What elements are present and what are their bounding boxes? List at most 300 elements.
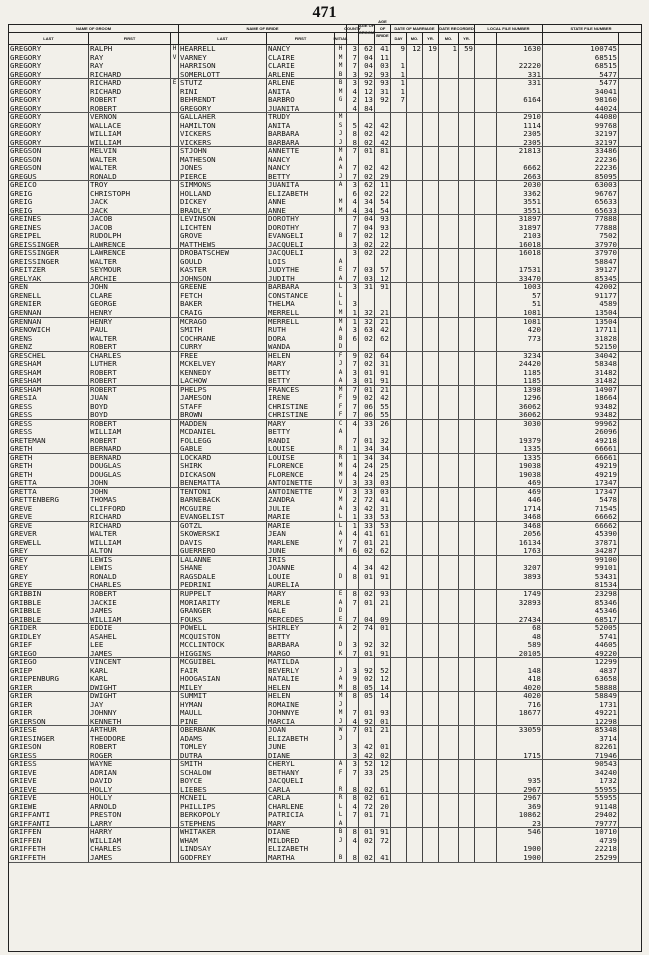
marriage-day bbox=[391, 658, 407, 667]
state-file-number: 5478 bbox=[543, 496, 619, 505]
bride-initial: M bbox=[335, 147, 347, 156]
local-file-number: 469 bbox=[497, 488, 543, 497]
marriage-year bbox=[423, 752, 439, 760]
bride-initial: F bbox=[335, 394, 347, 403]
bride-initial bbox=[335, 556, 347, 565]
groom-last: GRIEF bbox=[9, 641, 89, 650]
bride-first: THELMA bbox=[267, 300, 335, 309]
groom-first: JAMES bbox=[89, 650, 171, 658]
groom-first: ROBERT bbox=[89, 590, 171, 599]
groom-age: 02 bbox=[359, 130, 375, 139]
row-mark bbox=[619, 530, 623, 539]
bride-last: STJOHN bbox=[179, 147, 267, 156]
groom-first: CHARLES bbox=[89, 352, 171, 361]
recorded-year bbox=[459, 386, 475, 395]
marriage-year bbox=[423, 377, 439, 385]
state-file-number: 85346 bbox=[543, 599, 619, 608]
marriage-month bbox=[407, 309, 423, 317]
bride-initial: E bbox=[335, 266, 347, 275]
bride-initial: B bbox=[335, 232, 347, 241]
groom-first: WALTER bbox=[89, 335, 171, 344]
groom-first: RICHARD bbox=[89, 71, 171, 79]
bride-initial bbox=[335, 249, 347, 258]
county-code: 6 bbox=[347, 190, 359, 199]
groom-first: DWIGHT bbox=[89, 684, 171, 692]
bride-age: 12 bbox=[375, 275, 391, 283]
bride-first: CHRISTINE bbox=[267, 411, 335, 419]
row-mark bbox=[619, 658, 623, 667]
groom-initial bbox=[171, 62, 179, 71]
marriage-month bbox=[407, 658, 423, 667]
marriage-month bbox=[407, 420, 423, 429]
bride-first: BETTY bbox=[267, 377, 335, 385]
county-code: 8 bbox=[347, 590, 359, 599]
marriage-month bbox=[407, 599, 423, 608]
groom-last: GRETTA bbox=[9, 488, 89, 497]
bride-age bbox=[375, 820, 391, 828]
marriage-year bbox=[423, 658, 439, 667]
row-mark bbox=[619, 122, 623, 131]
groom-initial bbox=[171, 513, 179, 521]
state-file-number: 26096 bbox=[543, 428, 619, 437]
marriage-year bbox=[423, 88, 439, 97]
bride-initial: M bbox=[335, 113, 347, 122]
bride-initial: M bbox=[335, 462, 347, 471]
bride-first: MARY bbox=[267, 820, 335, 828]
groom-first: RAY bbox=[89, 54, 171, 63]
bride-last: BARNEBACK bbox=[179, 496, 267, 505]
marriage-year bbox=[423, 309, 439, 317]
bride-age: 42 bbox=[375, 564, 391, 573]
groom-age: 01 bbox=[359, 573, 375, 582]
marriage-year bbox=[423, 62, 439, 71]
marriage-day bbox=[391, 105, 407, 113]
groom-initial bbox=[171, 752, 179, 760]
recorded-year bbox=[459, 173, 475, 181]
groom-last: GRIEWE bbox=[9, 803, 89, 812]
bride-last: LICHTEN bbox=[179, 224, 267, 233]
marriage-year bbox=[423, 556, 439, 565]
header-groom-first: FIRST bbox=[89, 33, 171, 44]
marriage-day bbox=[391, 718, 407, 726]
state-file-number: 4739 bbox=[543, 837, 619, 846]
local-file-number: 31897 bbox=[497, 224, 543, 233]
local-file-number: 10862 bbox=[497, 811, 543, 820]
marriage-day bbox=[391, 369, 407, 378]
local-file-number: 20105 bbox=[497, 650, 543, 658]
recorded-year bbox=[459, 633, 475, 642]
state-file-number: 49219 bbox=[543, 471, 619, 480]
marriage-month bbox=[407, 88, 423, 97]
marriage-year bbox=[423, 326, 439, 335]
groom-age: 02 bbox=[359, 173, 375, 181]
local-file-number: 27434 bbox=[497, 616, 543, 624]
groom-age: 02 bbox=[359, 249, 375, 258]
county-code: 8 bbox=[347, 786, 359, 794]
record-row bbox=[9, 854, 641, 863]
bride-first: NANCY bbox=[267, 156, 335, 165]
state-file-number: 66661 bbox=[543, 445, 619, 453]
groom-initial bbox=[171, 462, 179, 471]
local-county bbox=[475, 811, 497, 820]
state-file-number: 68515 bbox=[543, 54, 619, 63]
groom-initial bbox=[171, 471, 179, 480]
groom-first: WILLIAM bbox=[89, 837, 171, 846]
row-mark bbox=[619, 684, 623, 692]
marriage-year bbox=[423, 505, 439, 514]
groom-first: RONALD bbox=[89, 573, 171, 582]
header-date-of-marriage: DATE OF MARRIAGE bbox=[391, 25, 439, 32]
marriage-day bbox=[391, 207, 407, 215]
recorded-month bbox=[439, 777, 459, 786]
bride-last: VARNEY bbox=[179, 54, 267, 63]
state-file-number: 79777 bbox=[543, 820, 619, 828]
marriage-year bbox=[423, 130, 439, 139]
row-mark bbox=[619, 215, 623, 224]
bride-last: MCCLINTOCK bbox=[179, 641, 267, 650]
groom-initial bbox=[171, 692, 179, 701]
bride-age: 42 bbox=[375, 122, 391, 131]
groom-initial bbox=[171, 369, 179, 378]
bride-last: PIERCE bbox=[179, 173, 267, 181]
local-county bbox=[475, 437, 497, 446]
groom-last: GRELYAK bbox=[9, 275, 89, 283]
marriage-month bbox=[407, 224, 423, 233]
local-file-number: 369 bbox=[497, 803, 543, 812]
groom-first: BERNARD bbox=[89, 445, 171, 453]
row-mark bbox=[619, 300, 623, 309]
marriage-year bbox=[423, 71, 439, 79]
groom-first: RALPH bbox=[89, 45, 171, 54]
marriage-year bbox=[423, 488, 439, 497]
county-code: 7 bbox=[347, 386, 359, 395]
marriage-year bbox=[423, 760, 439, 769]
recorded-year bbox=[459, 692, 475, 701]
groom-age: 02 bbox=[359, 360, 375, 369]
marriage-month bbox=[407, 428, 423, 437]
bride-first: RUTH bbox=[267, 326, 335, 335]
bride-first: EVANGELI bbox=[267, 232, 335, 241]
row-mark bbox=[619, 198, 623, 207]
recorded-year bbox=[459, 581, 475, 589]
bride-last: DROBATSCHEW bbox=[179, 249, 267, 258]
row-mark bbox=[619, 394, 623, 403]
bride-initial: J bbox=[335, 130, 347, 139]
recorded-year bbox=[459, 113, 475, 122]
state-file-number: 37871 bbox=[543, 539, 619, 548]
recorded-year bbox=[459, 752, 475, 760]
marriage-month bbox=[407, 752, 423, 760]
marriage-year bbox=[423, 292, 439, 301]
row-mark bbox=[619, 471, 623, 480]
bride-last: KASTER bbox=[179, 266, 267, 275]
marriage-day bbox=[391, 845, 407, 854]
groom-first: CLARE bbox=[89, 292, 171, 301]
recorded-year bbox=[459, 62, 475, 71]
header-bride-initial: INITIAL bbox=[335, 33, 347, 44]
marriage-month bbox=[407, 249, 423, 258]
local-file-number: 3893 bbox=[497, 573, 543, 582]
bride-last: FOUKS bbox=[179, 616, 267, 624]
groom-last: GRENELL bbox=[9, 292, 89, 301]
groom-initial bbox=[171, 96, 179, 105]
bride-first: BEVERLY bbox=[267, 667, 335, 676]
bride-age: 92 bbox=[375, 96, 391, 105]
groom-initial bbox=[171, 360, 179, 369]
local-file-number: 1900 bbox=[497, 854, 543, 862]
state-file-number: 53431 bbox=[543, 573, 619, 582]
groom-first: JAY bbox=[89, 701, 171, 710]
bride-first: JUANITA bbox=[267, 105, 335, 113]
groom-first: ROBERT bbox=[89, 369, 171, 378]
local-county bbox=[475, 471, 497, 480]
groom-initial bbox=[171, 122, 179, 131]
groom-last: GRIEVE bbox=[9, 794, 89, 803]
marriage-year bbox=[423, 607, 439, 616]
county-code: 4 bbox=[347, 420, 359, 429]
bride-age: 42 bbox=[375, 394, 391, 403]
groom-age: 33 bbox=[359, 479, 375, 487]
groom-age: 01 bbox=[359, 377, 375, 385]
groom-first: GEORGE bbox=[89, 300, 171, 309]
bride-last: BENEMATTA bbox=[179, 479, 267, 487]
groom-last: GRIFFETH bbox=[9, 854, 89, 862]
header-date-recorded: DATE RECORDED bbox=[439, 26, 474, 31]
groom-last: GREGUS bbox=[9, 173, 89, 181]
bride-initial bbox=[335, 224, 347, 233]
groom-last: GREIG bbox=[9, 190, 89, 199]
bride-age: 55 bbox=[375, 411, 391, 419]
bride-age: 93 bbox=[375, 79, 391, 88]
bride-last: MCGUIRE bbox=[179, 505, 267, 514]
marriage-month bbox=[407, 650, 423, 658]
groom-first: DAVID bbox=[89, 777, 171, 786]
groom-last: GREIPEL bbox=[9, 232, 89, 241]
marriage-month bbox=[407, 369, 423, 378]
recorded-month bbox=[439, 105, 459, 113]
row-mark bbox=[619, 335, 623, 344]
bride-initial: J bbox=[335, 718, 347, 726]
local-county bbox=[475, 530, 497, 539]
local-file-number: 6164 bbox=[497, 96, 543, 105]
groom-initial bbox=[171, 837, 179, 846]
bride-last: POWELL bbox=[179, 624, 267, 633]
bride-initial: J bbox=[335, 701, 347, 710]
local-file-number: 17531 bbox=[497, 266, 543, 275]
county-code: 3 bbox=[347, 79, 359, 88]
bride-initial bbox=[335, 564, 347, 573]
bride-last: MATHESON bbox=[179, 156, 267, 165]
recorded-year bbox=[459, 437, 475, 446]
recorded-month bbox=[439, 275, 459, 283]
groom-age: 34 bbox=[359, 445, 375, 453]
groom-last: GREINES bbox=[9, 224, 89, 233]
groom-last: GRETTA bbox=[9, 479, 89, 487]
groom-first: MELVIN bbox=[89, 147, 171, 156]
marriage-day bbox=[391, 828, 407, 837]
marriage-day bbox=[391, 360, 407, 369]
bride-first: JACQUELI bbox=[267, 249, 335, 258]
bride-initial: B bbox=[335, 828, 347, 837]
bride-first: MERRELL bbox=[267, 318, 335, 327]
groom-first: BOYD bbox=[89, 411, 171, 419]
groom-first: DWIGHT bbox=[89, 692, 171, 701]
state-file-number: 45346 bbox=[543, 607, 619, 616]
recorded-year bbox=[459, 181, 475, 190]
marriage-month bbox=[407, 335, 423, 344]
marriage-day bbox=[391, 599, 407, 608]
marriage-month bbox=[407, 386, 423, 395]
bride-age: 03 bbox=[375, 488, 391, 497]
marriage-day bbox=[391, 258, 407, 267]
county-code: 3 bbox=[347, 249, 359, 258]
state-file-number: 77888 bbox=[543, 224, 619, 233]
bride-first: JULIE bbox=[267, 505, 335, 514]
groom-last: GREN bbox=[9, 283, 89, 292]
county-code: 8 bbox=[347, 854, 359, 862]
local-county bbox=[475, 292, 497, 301]
bride-last: JOHNSON bbox=[179, 275, 267, 283]
marriage-day: 1 bbox=[391, 79, 407, 88]
bride-age: 25 bbox=[375, 769, 391, 778]
recorded-year bbox=[459, 300, 475, 309]
row-mark bbox=[619, 326, 623, 335]
bride-first: MATILDA bbox=[267, 658, 335, 667]
bride-age: 31 bbox=[375, 88, 391, 97]
row-mark bbox=[619, 292, 623, 301]
recorded-year: 59 bbox=[459, 45, 475, 54]
groom-last: GRETTENBERG bbox=[9, 496, 89, 505]
bride-last: CURRY bbox=[179, 343, 267, 351]
local-county bbox=[475, 181, 497, 190]
bride-last: MADDEN bbox=[179, 420, 267, 429]
marriage-day bbox=[391, 224, 407, 233]
bride-last: SKOWERSKI bbox=[179, 530, 267, 539]
recorded-month bbox=[439, 522, 459, 531]
recorded-month bbox=[439, 607, 459, 616]
bride-age: 31 bbox=[375, 360, 391, 369]
bride-initial: A bbox=[335, 820, 347, 828]
marriage-month bbox=[407, 743, 423, 752]
marriage-year bbox=[423, 181, 439, 190]
bride-initial: B bbox=[335, 854, 347, 862]
marriage-month bbox=[407, 164, 423, 173]
bride-age: 14 bbox=[375, 692, 391, 701]
groom-initial bbox=[171, 701, 179, 710]
row-mark bbox=[619, 641, 623, 650]
local-county bbox=[475, 462, 497, 471]
local-file-number: 716 bbox=[497, 701, 543, 710]
recorded-month bbox=[439, 224, 459, 233]
groom-last: GREVE bbox=[9, 522, 89, 531]
recorded-year bbox=[459, 564, 475, 573]
recorded-year bbox=[459, 343, 475, 351]
bride-first: CLARIE bbox=[267, 62, 335, 71]
groom-age: 01 bbox=[359, 650, 375, 658]
groom-last: GRESCHEL bbox=[9, 352, 89, 361]
recorded-year bbox=[459, 743, 475, 752]
recorded-month bbox=[439, 854, 459, 862]
groom-initial bbox=[171, 658, 179, 667]
marriage-day bbox=[391, 309, 407, 317]
bride-initial: A bbox=[335, 275, 347, 283]
groom-last: GRESHAM bbox=[9, 377, 89, 385]
state-file-number: 18664 bbox=[543, 394, 619, 403]
state-file-number: 34041 bbox=[543, 88, 619, 97]
bride-last: GABLE bbox=[179, 445, 267, 453]
groom-initial bbox=[171, 794, 179, 803]
marriage-day bbox=[391, 173, 407, 181]
bride-age: 61 bbox=[375, 794, 391, 803]
groom-initial bbox=[171, 488, 179, 497]
row-mark bbox=[619, 403, 623, 412]
bride-last: MCDANIEL bbox=[179, 428, 267, 437]
bride-first: DORA bbox=[267, 335, 335, 344]
groom-first: HENRY bbox=[89, 318, 171, 327]
row-mark bbox=[619, 181, 623, 190]
groom-last: GRIFFANTI bbox=[9, 811, 89, 820]
row-mark bbox=[619, 777, 623, 786]
recorded-year bbox=[459, 769, 475, 778]
marriage-year bbox=[423, 581, 439, 589]
local-county bbox=[475, 641, 497, 650]
groom-initial bbox=[171, 760, 179, 769]
county-code: 7 bbox=[347, 360, 359, 369]
groom-last: GREY bbox=[9, 556, 89, 565]
marriage-year bbox=[423, 445, 439, 453]
state-file-number: 5477 bbox=[543, 71, 619, 79]
bride-age: 31 bbox=[375, 505, 391, 514]
groom-initial bbox=[171, 249, 179, 258]
bride-initial: R bbox=[335, 445, 347, 453]
row-mark bbox=[619, 547, 623, 555]
groom-age: 72 bbox=[359, 803, 375, 812]
groom-first: WAYNE bbox=[89, 760, 171, 769]
local-file-number: 1715 bbox=[497, 752, 543, 760]
row-mark bbox=[619, 718, 623, 726]
local-file-number: 1114 bbox=[497, 122, 543, 131]
marriage-day bbox=[391, 607, 407, 616]
state-file-number: 77888 bbox=[543, 215, 619, 224]
groom-age: 01 bbox=[359, 828, 375, 837]
marriage-year bbox=[423, 190, 439, 199]
recorded-year bbox=[459, 777, 475, 786]
row-mark bbox=[619, 318, 623, 327]
marriage-year bbox=[423, 386, 439, 395]
marriage-month bbox=[407, 232, 423, 241]
marriage-year bbox=[423, 650, 439, 658]
recorded-month bbox=[439, 360, 459, 369]
marriage-month bbox=[407, 377, 423, 385]
local-county bbox=[475, 522, 497, 531]
groom-first: WALTER bbox=[89, 164, 171, 173]
bride-first: BETTY bbox=[267, 633, 335, 642]
local-county bbox=[475, 428, 497, 437]
state-file-number: 66662 bbox=[543, 513, 619, 521]
county-code: 4 bbox=[347, 105, 359, 113]
state-file-number: 37970 bbox=[543, 241, 619, 249]
groom-first: KARL bbox=[89, 675, 171, 684]
bride-age: 54 bbox=[375, 207, 391, 215]
local-county bbox=[475, 420, 497, 429]
local-county bbox=[475, 650, 497, 658]
county-code: 4 bbox=[347, 462, 359, 471]
recorded-year bbox=[459, 360, 475, 369]
county-code: 3 bbox=[347, 377, 359, 385]
groom-last: GRESS bbox=[9, 403, 89, 412]
county-code: 7 bbox=[347, 275, 359, 283]
recorded-year bbox=[459, 760, 475, 769]
